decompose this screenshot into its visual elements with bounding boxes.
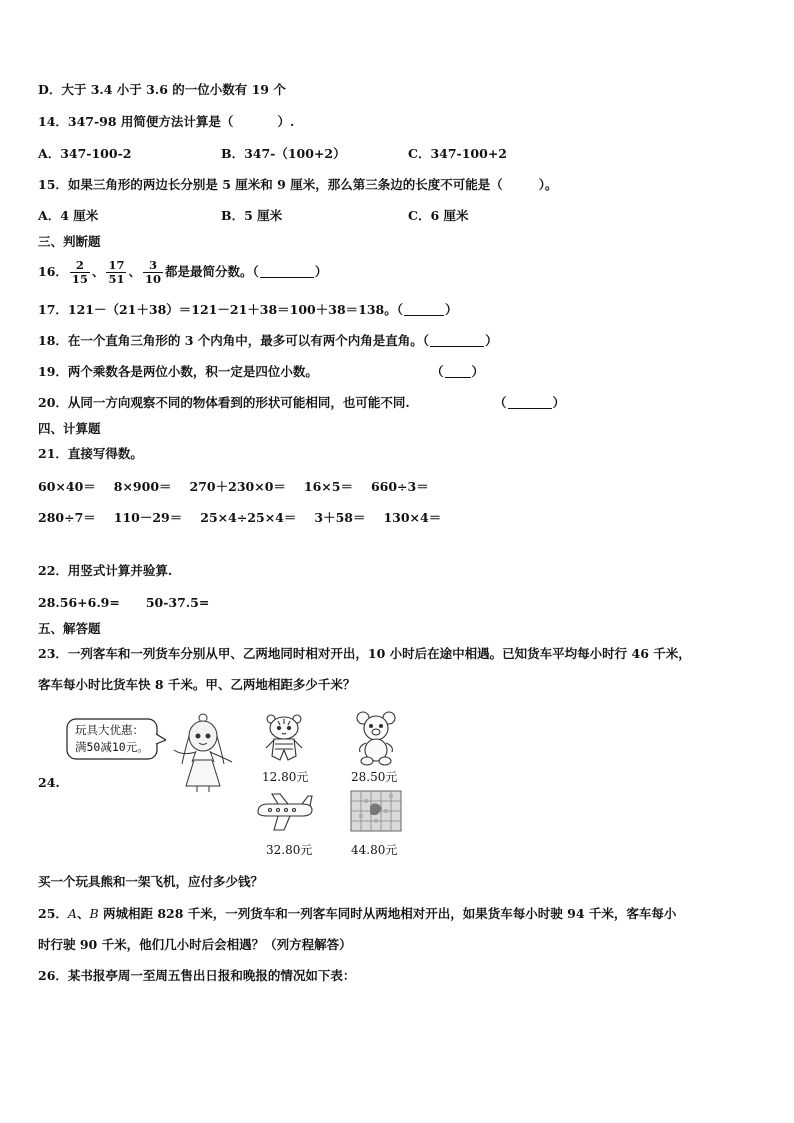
bear-price: 28.50元 — [351, 770, 398, 784]
tiger-price: 12.80元 — [262, 770, 309, 784]
promo-text — [75, 722, 149, 756]
q25-line-2: 时行驶 90 千米，他们几小时后会相遇？（列方程解答） — [38, 937, 352, 952]
fraction-17-51 — [106, 259, 126, 286]
puzzle-price: 44.80元 — [351, 843, 398, 857]
q20-close: ） — [552, 395, 566, 410]
q16-close: ） — [314, 264, 328, 279]
q17-close: ） — [445, 302, 458, 317]
q18-close: ） — [485, 333, 498, 348]
q20-answer — [494, 393, 565, 413]
q13-option-d: D．大于 3.4 小于 3.6 的一位小数有 19 个 — [38, 82, 286, 97]
section-calculation-heading: 四、计算题 — [38, 421, 101, 436]
q14-stem — [38, 112, 294, 132]
q17-stem — [38, 300, 458, 320]
city-b-label: B — [89, 906, 99, 921]
q20-open: （ — [494, 395, 507, 410]
calc-item: 25×4÷25×4＝ — [200, 510, 297, 525]
fraction-numerator: 17 — [108, 258, 125, 272]
q23-line-1: 23．一列客车和一列货车分别从甲、乙两地同时相对开出，10 小时后在途中相遇。已知货车平均每小时行 46 千米， — [38, 646, 691, 661]
jigsaw-puzzle-icon — [350, 790, 402, 832]
q18-answer-blank[interactable] — [430, 333, 484, 347]
q16-separator: 、 — [91, 264, 105, 279]
q19-stem — [38, 362, 485, 382]
promo-line-1: 玩具大优惠： — [75, 723, 144, 737]
q16-stem — [38, 257, 327, 287]
q19-open: （ — [431, 364, 444, 379]
q16-number: 16． — [38, 264, 68, 279]
q15-stem-text: 15．如果三角形的两边长分别是 5 厘米和 9 厘米，那么第三条边的长度不可能是（ — [38, 177, 503, 192]
q25-line-1-text: 两城相距 828 千米，一列货车和一列客车同时从两地相对开出，如果货车每小时驶 94 千米，客车每小 — [98, 906, 677, 921]
calc-item: 270＋230×0＝ — [189, 479, 286, 494]
airplane-price: 32.80元 — [266, 843, 313, 857]
tiger-toy-icon — [262, 712, 306, 766]
q14-stem-text: 14．347-98 用简便方法计算是（ — [38, 114, 234, 129]
vertical-calc-item: 28.56+6.9= — [38, 595, 120, 610]
promo-line-2: 满50减10元。 — [75, 740, 149, 754]
q19-text: 19．两个乘数各是两位小数，积一定是四位小数。 — [38, 364, 318, 379]
q15-option-b[interactable]: B．5 厘米 — [221, 208, 283, 223]
q21-row-2 — [38, 508, 459, 528]
q19-answer-blank[interactable] — [445, 364, 471, 378]
q14-option-b[interactable]: B．347-（100+2） — [221, 146, 346, 161]
q15-stem — [38, 175, 557, 195]
city-a-label: A — [67, 906, 77, 921]
q14-option-c[interactable]: C．347-100+2 — [408, 146, 507, 161]
teddy-bear-icon — [354, 710, 398, 766]
q23-line-2: 客车每小时比货车快 8 千米。甲、乙两地相距多少千米？ — [38, 677, 356, 692]
q22-stem: 22．用竖式计算并验算. — [38, 563, 173, 578]
q18-stem — [38, 331, 498, 351]
q20-stem — [38, 393, 566, 413]
calc-item: 3＋58＝ — [314, 510, 366, 525]
calc-item: 8×900＝ — [113, 479, 172, 494]
q14-option-a[interactable]: A．347-100-2 — [38, 146, 132, 161]
fraction-denominator: 15 — [71, 272, 88, 286]
girl-icon — [170, 712, 240, 794]
fraction-denominator: 51 — [108, 272, 125, 286]
calc-item: 16×5＝ — [303, 479, 353, 494]
q24-question: 买一个玩具熊和一架飞机，应付多少钱？ — [38, 874, 264, 889]
q15-option-c[interactable]: C．6 厘米 — [408, 208, 469, 223]
vertical-calc-item: 50-37.5= — [145, 595, 210, 610]
q21-stem: 21．直接写得数。 — [38, 446, 143, 461]
fraction-3-10 — [143, 259, 163, 286]
q14-stem-end: ）. — [277, 114, 295, 129]
q18-text: 18．在一个直角三角形的 3 个内角中，最多可以有两个内角是直角。（ — [38, 333, 430, 348]
fraction-denominator: 10 — [144, 272, 161, 286]
q16-separator: 、 — [128, 264, 141, 279]
q20-text: 20．从同一方向观察不同的物体看到的形状可能相同，也可能不同. — [38, 395, 410, 410]
q17-text: 17．121－（21＋38）＝121－21＋38＝100＋38＝138。（ — [38, 302, 403, 317]
calc-item: 280÷7＝ — [38, 510, 96, 525]
q24-number: 24. — [38, 775, 60, 790]
q21-row-1 — [38, 477, 447, 497]
calc-item: 60×40＝ — [38, 479, 96, 494]
q15-stem-end: ）。 — [538, 177, 558, 192]
fraction-2-15 — [70, 259, 90, 286]
calc-item: 660÷3＝ — [370, 479, 429, 494]
q17-answer-blank[interactable] — [404, 302, 444, 316]
q25-number: 25． — [38, 906, 68, 921]
q19-answer — [431, 362, 484, 382]
q19-close: ） — [471, 364, 485, 379]
q15-option-a[interactable]: A．4 厘米 — [38, 208, 99, 223]
calc-item: 130×4＝ — [383, 510, 442, 525]
q25-separator: 、 — [76, 906, 90, 921]
fraction-numerator: 3 — [143, 259, 163, 273]
section-judgement-heading: 三、判断题 — [38, 234, 101, 249]
q16-text: 都是最简分数。（ — [164, 264, 259, 279]
q26-stem: 26．某书报亭周一至周五售出日报和晚报的情况如下表： — [38, 968, 356, 983]
q16-answer-blank[interactable] — [260, 264, 314, 278]
calc-item: 110－29＝ — [113, 510, 183, 525]
airplane-toy-icon — [254, 790, 316, 834]
q20-answer-blank[interactable] — [508, 395, 552, 409]
q25-line-1 — [38, 904, 676, 924]
fraction-numerator: 2 — [70, 259, 90, 273]
q22-items — [38, 593, 209, 613]
section-word-problems-heading: 五、解答题 — [38, 621, 101, 636]
